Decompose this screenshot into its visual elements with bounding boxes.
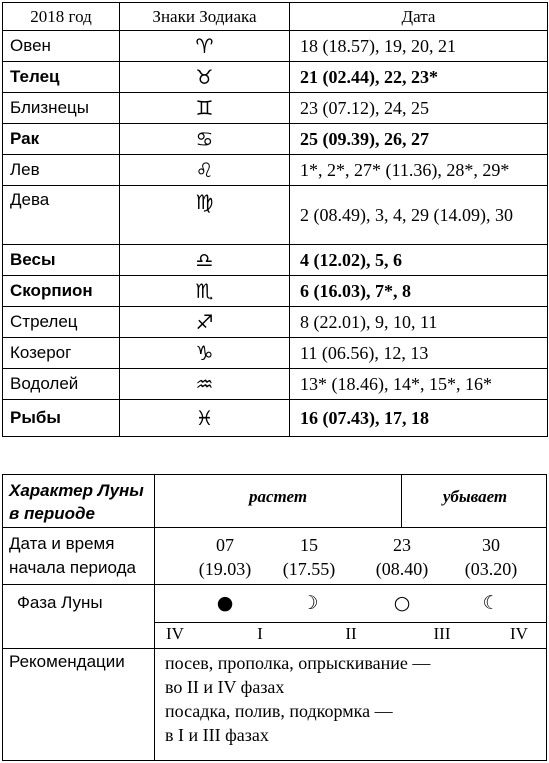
sign-name: Овен <box>3 31 120 62</box>
sign-dates: 11 (06.56), 12, 13 <box>290 338 548 369</box>
sign-dates: 13* (18.46), 14*, 15*, 16* <box>290 369 548 400</box>
sign-name: Лев <box>3 155 120 186</box>
sign-dates: 16 (07.43), 17, 18 <box>290 400 548 437</box>
moon-phase-table <box>2 474 547 761</box>
growing-label: растет <box>248 487 308 506</box>
table-row <box>3 124 548 155</box>
new-moon-icon: ● <box>216 592 234 614</box>
libra-icon: ♎︎ <box>120 245 290 276</box>
header-signs: Знаки Зодиака <box>120 3 290 31</box>
sign-name: Телец <box>3 62 120 93</box>
row-divider <box>3 527 546 528</box>
sign-name: Стрелец <box>3 307 120 338</box>
phase-number: III <box>433 624 451 643</box>
recommendations-label: Рекомендации <box>9 652 125 671</box>
period-3: 23 (08.40) <box>375 535 429 579</box>
table-row <box>3 155 548 186</box>
sign-name: Весы <box>3 245 120 276</box>
sign-dates: 6 (16.03), 7*, 8 <box>290 276 548 307</box>
period-1: 07 (19.03) <box>198 535 252 579</box>
table-row <box>3 93 548 124</box>
last-quarter-icon: ☾ <box>482 592 500 614</box>
table-row <box>3 62 548 93</box>
moon-phase-label: Фаза Луны <box>17 593 103 612</box>
header-year: 2018 год <box>3 3 120 31</box>
table-row <box>3 186 548 245</box>
sign-name: Рак <box>3 124 120 155</box>
pisces-icon: ♓︎ <box>120 400 290 437</box>
row-divider <box>3 648 546 649</box>
table-row <box>3 31 548 62</box>
table-row <box>3 369 548 400</box>
phase-number: IV <box>510 624 528 643</box>
taurus-icon: ♉︎ <box>120 62 290 93</box>
recommendation-line: посадка, полив, подкормка — <box>165 701 393 721</box>
column-divider <box>154 475 155 760</box>
sign-dates: 4 (12.02), 5, 6 <box>290 245 548 276</box>
table-row <box>3 307 548 338</box>
recommendations-text <box>165 651 545 747</box>
table-row <box>3 245 548 276</box>
moon-character-label: Характер Луны в периоде <box>9 481 144 523</box>
phase-number: I <box>257 624 263 643</box>
header-date: Дата <box>290 3 548 31</box>
sign-name: Близнецы <box>3 93 120 124</box>
sign-dates: 1*, 2*, 27* (11.36), 28*, 29* <box>290 155 548 186</box>
recommendation-line: посев, прополка, опрыскивание — <box>165 653 431 673</box>
table-row <box>3 338 548 369</box>
gemini-icon: ♊︎ <box>120 93 290 124</box>
phase-number: II <box>345 624 357 643</box>
sign-name: Дева <box>3 186 120 245</box>
sign-dates: 23 (07.12), 24, 25 <box>290 93 548 124</box>
sign-dates: 21 (02.44), 22, 23* <box>290 62 548 93</box>
period-2: 15 (17.55) <box>282 535 336 579</box>
sign-dates: 2 (08.49), 3, 4, 29 (14.09), 30 <box>290 186 548 245</box>
recommendation-line: во II и IV фазах <box>165 677 285 697</box>
row-divider <box>3 584 546 585</box>
first-quarter-icon: ☽ <box>301 592 319 614</box>
table-row <box>3 276 548 307</box>
scorpio-icon: ♏︎ <box>120 276 290 307</box>
leo-icon: ♌︎ <box>120 155 290 186</box>
sign-name: Рыбы <box>3 400 120 437</box>
capricorn-icon: ♑︎ <box>120 338 290 369</box>
aries-icon: ♈︎ <box>120 31 290 62</box>
sign-name: Козерог <box>3 338 120 369</box>
sign-name: Водолей <box>3 369 120 400</box>
full-moon-icon: ○ <box>393 592 411 614</box>
table-row <box>3 400 548 437</box>
phase-number: IV <box>166 624 184 643</box>
row-divider <box>154 622 546 623</box>
sign-dates: 25 (09.39), 26, 27 <box>290 124 548 155</box>
recommendation-line: в I и III фазах <box>165 725 269 745</box>
period-start-label: Дата и время начала периода <box>9 534 136 577</box>
waning-label: убывает <box>442 487 508 506</box>
virgo-icon: ♍︎ <box>120 186 290 245</box>
sign-name: Скорпион <box>3 276 120 307</box>
sign-dates: 18 (18.57), 19, 20, 21 <box>290 31 548 62</box>
sagittarius-icon: ♐︎ <box>120 307 290 338</box>
sign-dates: 8 (22.01), 9, 10, 11 <box>290 307 548 338</box>
zodiac-header-row <box>3 3 548 31</box>
period-4: 30 (03.20) <box>464 535 518 579</box>
cancer-icon: ♋︎ <box>120 124 290 155</box>
zodiac-table <box>2 2 548 437</box>
aquarius-icon: ♒︎ <box>120 369 290 400</box>
